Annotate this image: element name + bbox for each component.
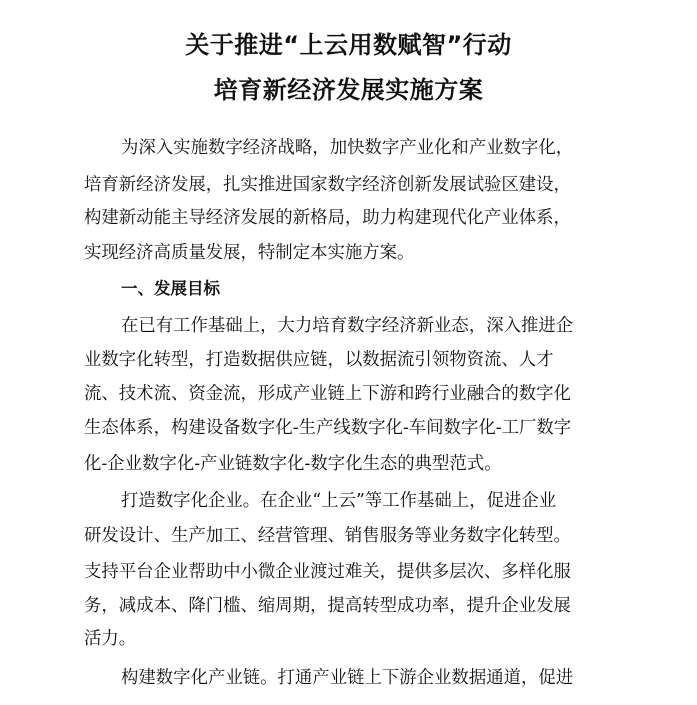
paragraph-line: 务，减成本、降门槛、缩周期，提高转型成功率，提升企业发展: [84, 596, 571, 616]
document-title-line-2: 培育新经济发展实施方案: [213, 76, 484, 104]
paragraph-line: 构建数字化产业链。打通产业链上下游企业数据通道，促进: [121, 668, 574, 688]
paragraph-line: 生态体系，构建设备数字化-生产线数字化-车间数字化-工厂数字: [84, 418, 572, 438]
paragraph-line: 打造数字化企业。在企业“上云”等工作基础上，促进企业: [121, 491, 557, 511]
section-heading: 一、发展目标: [121, 279, 220, 298]
paragraph-line: 支持平台企业帮助中小微企业渡过难关，提供多层次、多样化服: [84, 562, 571, 582]
intro-line-4: 实现经济高质量发展，特制定本实施方案。: [84, 243, 415, 263]
paragraph-line: 业数字化转型，打造数据供应链，以数据流引领物资流、人才: [84, 350, 554, 370]
paragraph-line: 流、技术流、资金流，形成产业链上下游和跨行业融合的数字化: [84, 384, 571, 404]
document-title-line-1: 关于推进“上云用数赋智”行动: [185, 31, 512, 59]
paragraph-line: 研发设计、生产加工、经营管理、销售服务等业务数字化转型。: [84, 526, 571, 546]
paragraph-line: 在已有工作基础上，大力培育数字经济新业态，深入推进企: [121, 316, 574, 336]
paragraph-line: 活力。: [84, 629, 137, 649]
intro-line-2: 培育新经济发展，扎实推进国家数字经济创新发展试验区建设，: [84, 175, 571, 195]
intro-line-3: 构建新动能主导经济发展的新格局，助力构建现代化产业体系，: [84, 208, 571, 228]
intro-line-1: 为深入实施数字经济战略，加快数字产业化和产业数字化，: [121, 138, 574, 158]
paragraph-line: 化-企业数字化-产业链数字化-数字化生态的典型范式。: [84, 454, 502, 474]
